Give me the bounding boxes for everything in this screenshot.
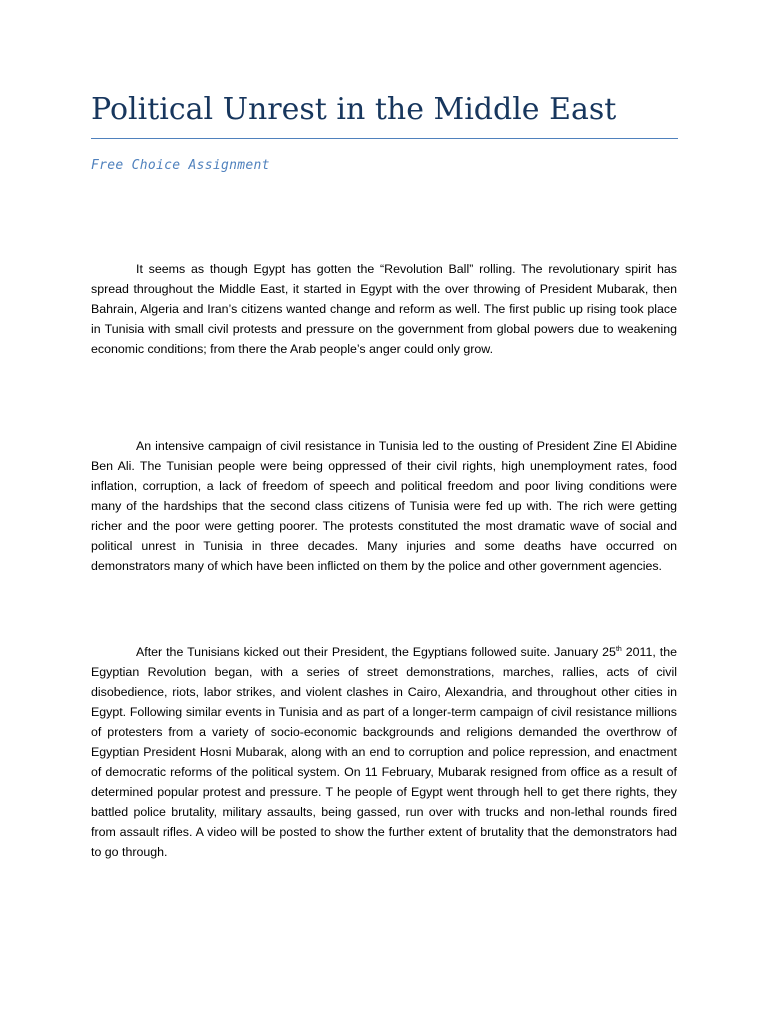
- paragraph-1: It seems as though Egypt has gotten the “Revolution Ball” rolling. The revolutionary spirit has spread throughout the Middle East, it started in Egypt with the over throwing of President Mubarak, then Bahrain, Algeria and Iran’s citizens wanted change and reform as well. The first public up rising took place in Tunisia with small civil protests and pressure on the government from global powers due to weakening economic conditions; from there the Arab people’s anger could only grow.: [91, 262, 677, 356]
- paragraph-3: [91, 642, 677, 862]
- ordinal-suffix: th: [615, 645, 622, 653]
- title-underline: [91, 138, 678, 139]
- paragraph-3-text-start: After the Tunisians kicked out their President, the Egyptians followed suite. January 25: [136, 645, 616, 659]
- document-title: Political Unrest in the Middle East: [91, 92, 617, 127]
- paragraph-3-text-end: 2011, the Egyptian Revolution began, with a series of street demonstrations, marches, rallies, acts of civil disobedience, riots, labor strikes, and violent clashes in Cairo, Alexandria, and throughout other cities in Egypt. Following similar events in Tunisia and as part of a longer-term campaign of civil resistance millions of protesters from a variety of socio-economic backgrounds and religions demanded the overthrow of Egyptian President Hosni Mubarak, along with an end to corruption and police repression, and enactment of democratic reforms of the political system. On 11 February, Mubarak resigned from office as a result of determined popular protest and pressure. T he people of Egypt went through hell to get there rights, they battled police brutality, military assaults, being gassed, run over with trucks and non-lethal rounds fired from assault rifles. A video will be posted to show the further extent of brutality that the demonstrators had to go through.: [91, 645, 677, 859]
- document-subtitle: Free Choice Assignment: [91, 158, 270, 173]
- paragraph-2: An intensive campaign of civil resistance in Tunisia led to the ousting of President Zine El Abidine Ben Ali. The Tunisian people were being oppressed of their civil rights, high unemployment rates, food inflation, corruption, a lack of freedom of speech and political freedom and poor living conditions were many of the hardships that the second class citizens of Tunisia were fed up with. The rich were getting richer and the poor were getting poorer. The protests constituted the most dramatic wave of social and political unrest in Tunisia in three decades. Many injuries and some deaths have occurred on demonstrators many of which have been inflicted on them by the police and other government agencies.: [91, 439, 677, 573]
